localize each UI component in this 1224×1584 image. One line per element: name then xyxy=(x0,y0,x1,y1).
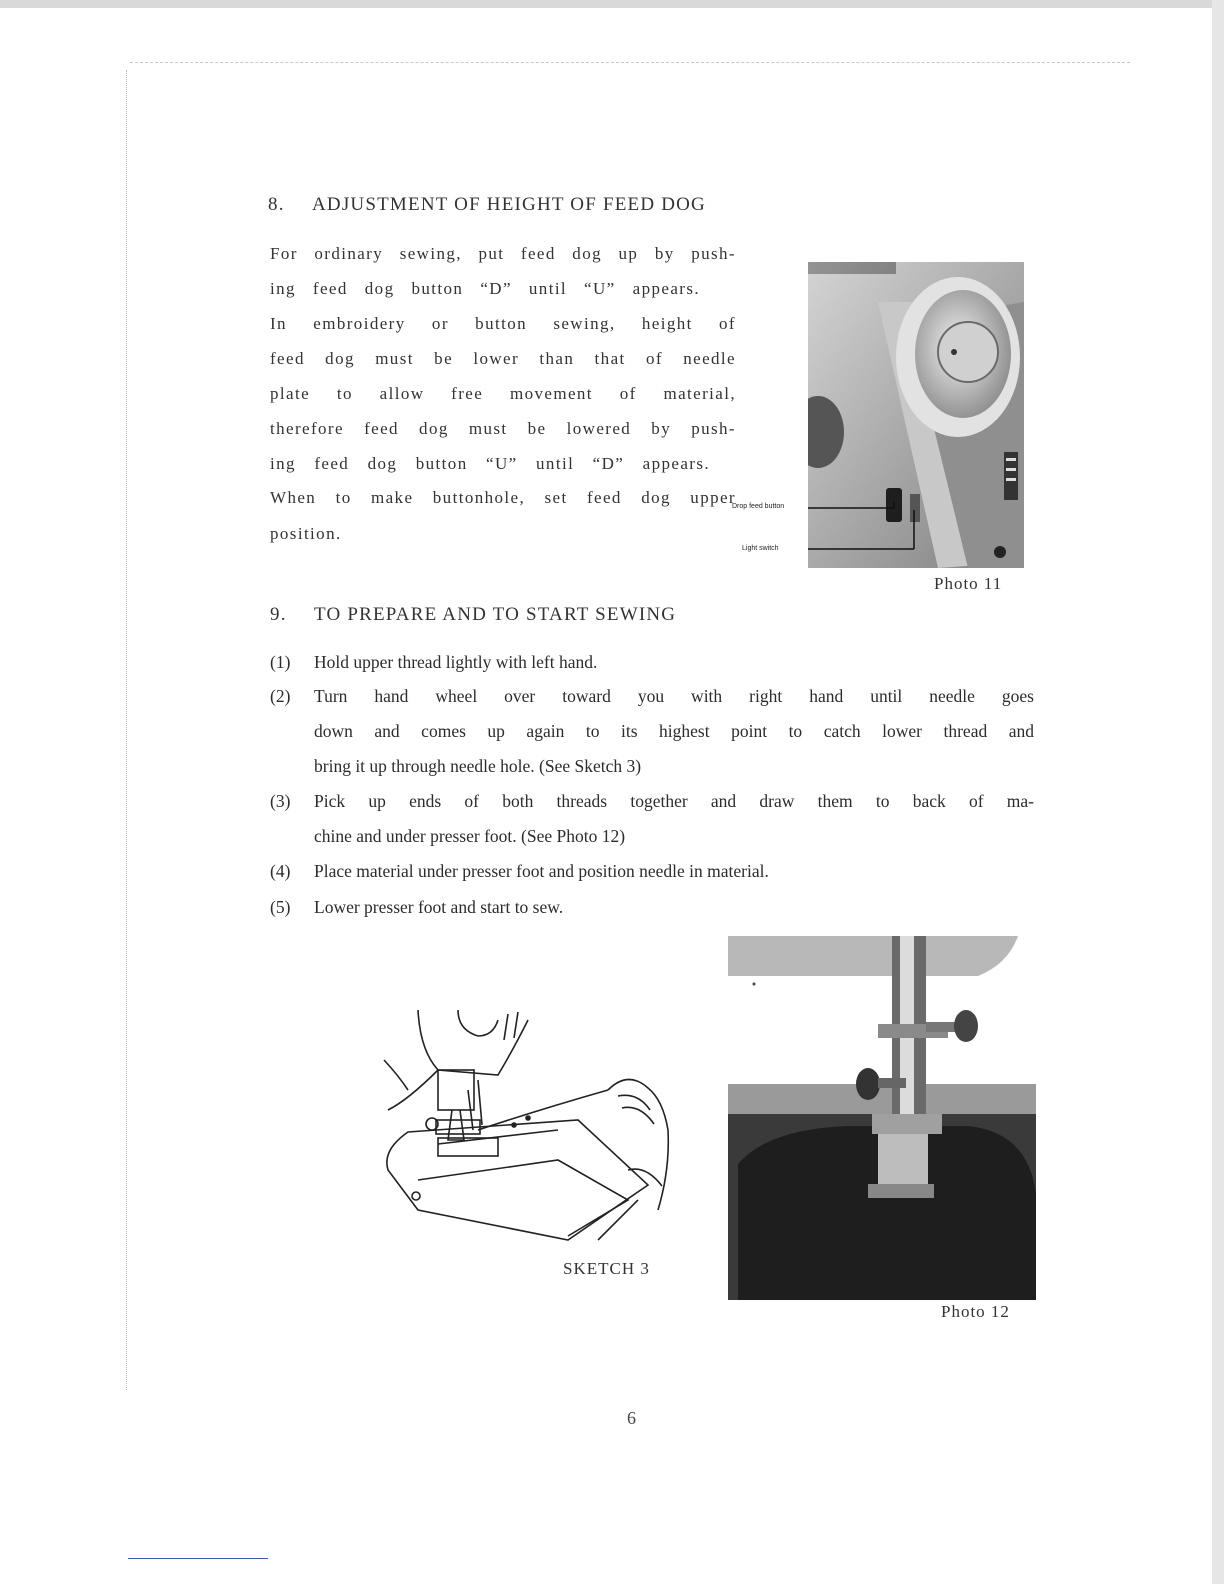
step-5 xyxy=(270,897,563,918)
photo-11-image xyxy=(808,262,1024,568)
section-8-heading xyxy=(268,194,706,216)
step-4-index: (4) xyxy=(270,861,291,881)
step-2-text: Turn hand wheel over toward you with right hand until needle goes xyxy=(314,686,1034,706)
step-3-index: (3) xyxy=(270,791,291,811)
step-5-index: (5) xyxy=(270,897,291,917)
photo-11 xyxy=(808,262,1024,568)
section-8-line: plate to allow free movement of material, xyxy=(270,384,736,403)
section-8-line: ing feed dog button “D” until “U” appears. xyxy=(270,279,700,298)
scan-right-edge xyxy=(1212,0,1224,1584)
label-drop-feed-button: Drop feed button xyxy=(732,503,785,510)
scan-bottom-underline xyxy=(128,1558,268,1559)
section-8-title: ADJUSTMENT OF HEIGHT OF FEED DOG xyxy=(312,194,706,215)
section-8-number: 8. xyxy=(268,194,285,215)
section-9-heading xyxy=(270,604,676,626)
page-number: 6 xyxy=(627,1408,636,1428)
section-8-line: feed dog must be lower than that of needle xyxy=(270,349,736,368)
section-8-line: In embroidery or button sewing, height of xyxy=(270,314,736,333)
step-4-text: Place material under presser foot and position needle in material. xyxy=(314,861,769,881)
sketch-3 xyxy=(378,1000,678,1250)
section-8-line: therefore feed dog must be lowered by push- xyxy=(270,419,736,438)
step-2-text-cont: bring it up through needle hole. (See Sketch 3) xyxy=(314,756,642,776)
step-3 xyxy=(270,791,1034,812)
photo-12-image xyxy=(728,934,1036,1300)
step-2 xyxy=(270,686,1034,707)
step-1-index: (1) xyxy=(270,652,291,672)
section-8-line: ing feed dog button “U” until “D” appears. xyxy=(270,454,710,473)
scan-margin-line xyxy=(126,70,128,1390)
label-light-switch: Light switch xyxy=(742,545,779,552)
step-3-text: Pick up ends of both threads together and draw them to back of ma- xyxy=(314,791,1034,811)
photo-12-caption: Photo 12 xyxy=(941,1302,1010,1321)
step-1-text: Hold upper thread lightly with left hand. xyxy=(314,652,598,672)
section-8-line: When to make buttonhole, set feed dog upper xyxy=(270,488,736,507)
scan-top-edge xyxy=(0,0,1224,8)
section-9-title: TO PREPARE AND TO START SEWING xyxy=(314,604,677,625)
section-8-line: position. xyxy=(270,524,342,543)
scan-artifact-line xyxy=(130,62,1130,64)
section-8-line: For ordinary sewing, put feed dog up by push- xyxy=(270,244,736,263)
photo-12 xyxy=(728,934,1036,1300)
step-3-text-cont: chine and under presser foot. (See Photo 12) xyxy=(314,826,626,846)
sketch-3-drawing xyxy=(378,1000,678,1250)
section-9-number: 9. xyxy=(270,604,287,625)
step-2-text-cont: down and comes up again to its highest point to catch lower thread and xyxy=(314,721,1034,741)
step-2-index: (2) xyxy=(270,686,291,706)
photo-11-caption: Photo 11 xyxy=(934,574,1003,593)
sketch-3-caption: SKETCH 3 xyxy=(563,1259,650,1278)
step-4 xyxy=(270,861,769,882)
step-5-text: Lower presser foot and start to sew. xyxy=(314,897,564,917)
step-1 xyxy=(270,652,597,673)
